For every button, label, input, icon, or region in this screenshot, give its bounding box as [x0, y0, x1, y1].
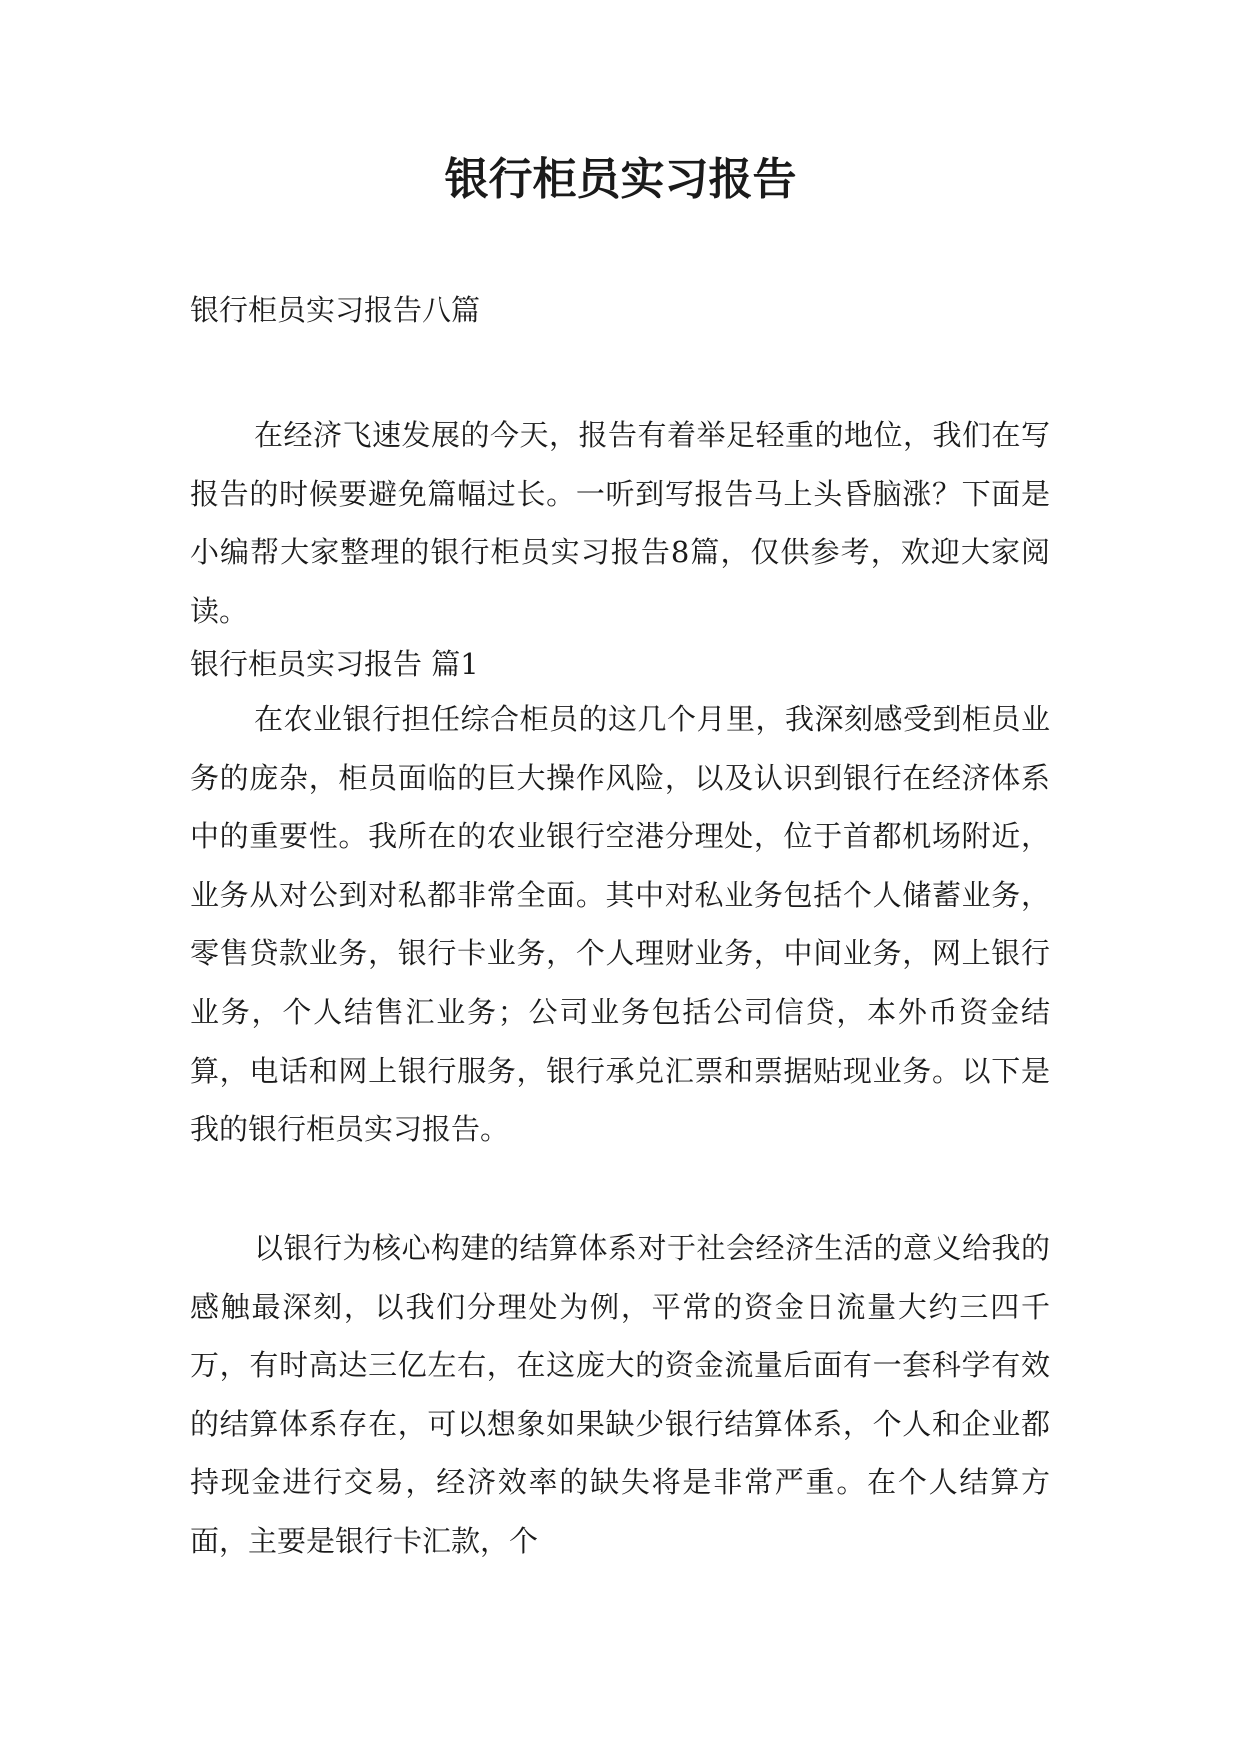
body-paragraph-1: 在农业银行担任综合柜员的这几个月里，我深刻感受到柜员业务的庞杂，柜员面临的巨大操作风险，以及认识到银行在经济体系中的重要性。我所在的农业银行空港分理处，位于首都机场附近，业务从对公到对私都非常全面。其中对私业务包括个人储蓄业务，零售贷款业务，银行卡业务，个人理财业务，中间业务，网上银行业务，个人结售汇业务；公司业务包括公司信贷，本外币资金结算，电话和网上银行服务，银行承兑汇票和票据贴现业务。以下是我的银行柜员实习报告。: [190, 702, 1050, 1147]
document-title: 银行柜员实习报告: [444, 154, 797, 205]
section-heading: 银行柜员实习报告 篇1: [190, 647, 479, 681]
intro-paragraph: 在经济飞速发展的今天，报告有着举足轻重的地位，我们在写报告的时候要避免篇幅过长。一听到写报告马上头昏脑涨？下面是小编帮大家整理的银行柜员实习报告8篇，仅供参考，欢迎大家阅读。: [190, 418, 1050, 628]
document-subtitle: 银行柜员实习报告八篇: [190, 293, 481, 327]
body-paragraph-2: 以银行为核心构建的结算体系对于社会经济生活的意义给我的感触最深刻，以我们分理处为例，平常的资金日流量大约三四千万，有时高达三亿左右，在这庞大的资金流量后面有一套科学有效的结算体系存在，可以想象如果缺少银行结算体系，个人和企业都持现金进行交易，经济效率的缺失将是非常严重。在个人结算方面，主要是银行卡汇款，个: [190, 1231, 1050, 1558]
